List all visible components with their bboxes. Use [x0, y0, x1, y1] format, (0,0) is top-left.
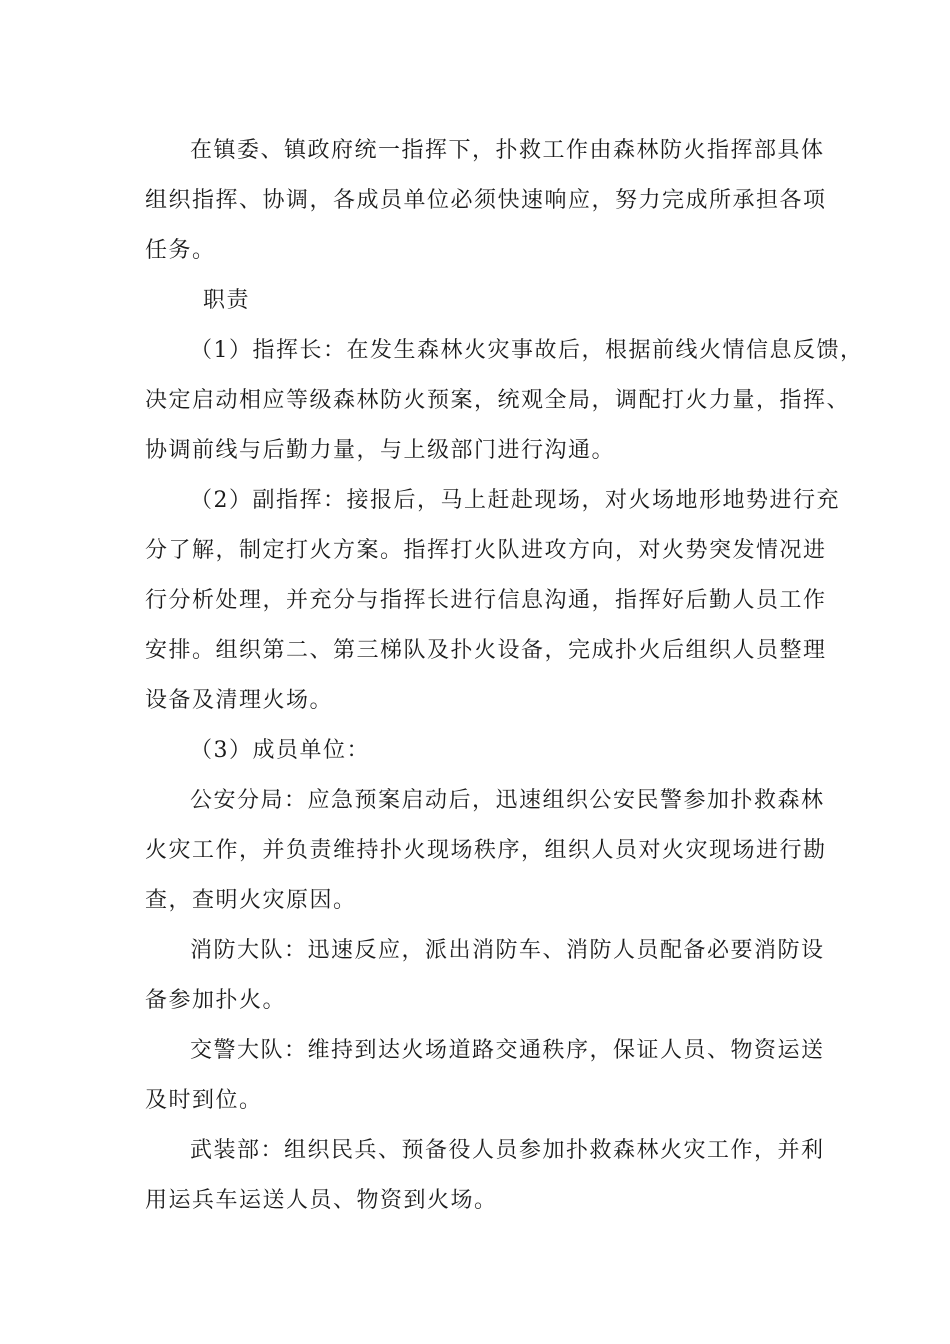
text-line: 行分析处理，并充分与指挥长进行信息沟通，指挥好后勤人员工作 — [145, 588, 827, 613]
text-line: 决定启动相应等级森林防火预案，统观全局，调配打火力量，指挥、 — [145, 388, 851, 413]
text-line: （3）成员单位： — [190, 738, 370, 763]
text-line: 及时到位。 — [145, 1088, 263, 1113]
text-line: 武装部：组织民兵、预备役人员参加扑救森林火灾工作，并利 — [190, 1138, 825, 1163]
text-line: 消防大队：迅速反应，派出消防车、消防人员配备必要消防设 — [190, 938, 825, 963]
text-line: 交警大队：维持到达火场道路交通秩序，保证人员、物资运送 — [190, 1038, 825, 1063]
text-line: 任务。 — [145, 238, 216, 263]
text-line: 设备及清理火场。 — [145, 688, 334, 713]
section-heading: 职责 — [203, 288, 251, 313]
text-line: 协调前线与后勤力量，与上级部门进行沟通。 — [145, 438, 616, 463]
text-line: 公安分局：应急预案启动后，迅速组织公安民警参加扑救森林 — [190, 788, 825, 813]
text-line: 安排。组织第二、第三梯队及扑火设备，完成扑火后组织人员整理 — [145, 638, 827, 663]
text-line: 用运兵车运送人员、物资到火场。 — [145, 1188, 498, 1213]
text-line: （1）指挥长：在发生森林火灾事故后，根据前线火情信息反馈， — [190, 338, 864, 363]
text-line: 备参加扑火。 — [145, 988, 287, 1013]
text-line: 火灾工作，并负责维持扑火现场秩序，组织人员对火灾现场进行勘 — [145, 838, 827, 863]
text-line: 查，查明火灾原因。 — [145, 888, 357, 913]
text-line: 在镇委、镇政府统一指挥下，扑救工作由森林防火指挥部具体 — [190, 138, 825, 163]
text-line: （2）副指挥：接报后，马上赶赴现场，对火场地形地势进行充 — [190, 488, 840, 513]
text-line: 分了解，制定打火方案。指挥打火队进攻方向，对火势突发情况进 — [145, 538, 827, 563]
text-line: 组织指挥、协调，各成员单位必须快速响应，努力完成所承担各项 — [145, 188, 827, 213]
